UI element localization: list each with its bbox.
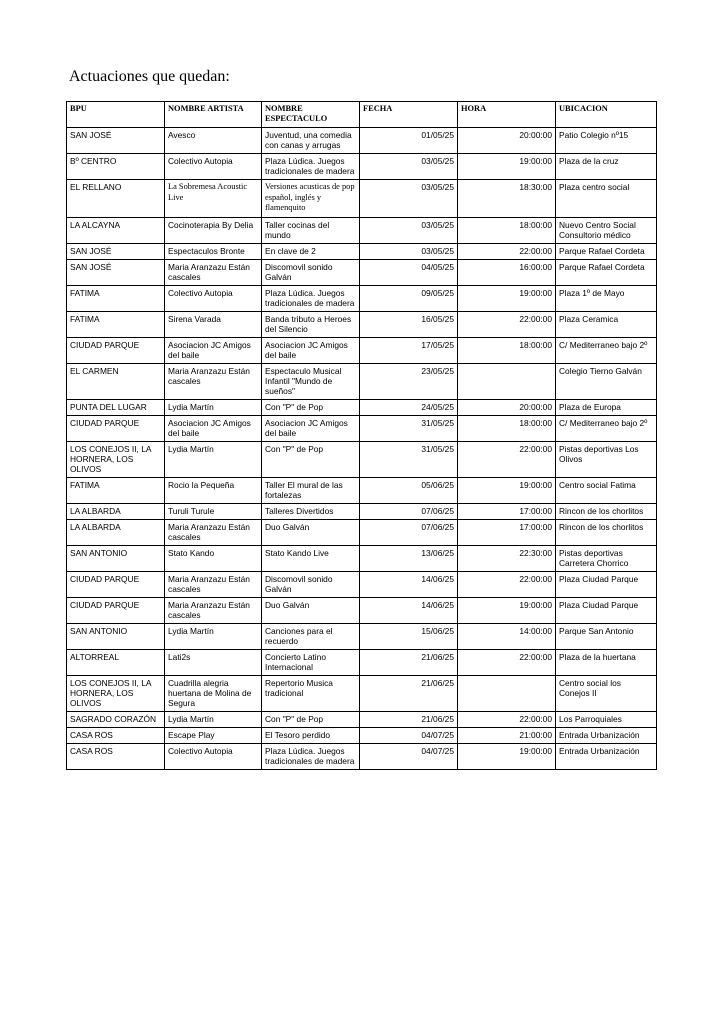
schedule-table [66,101,657,770]
cell-date: 04/07/25 [360,727,458,743]
cell-time: 22:30:00 [458,545,556,571]
cell-location: Parque San Antonio [556,623,657,649]
cell-location: Plaza Ciudad Parque [556,597,657,623]
cell-show: Con "P" de Pop [262,711,360,727]
cell-date: 03/05/25 [360,180,458,218]
cell-show: Versiones acusticas de pop español, inglés y flamenquito [262,180,360,218]
cell-show: Discomovil sonido Galván [262,571,360,597]
cell-location: Entrada Urbanización [556,743,657,769]
table-row [67,623,657,649]
cell-artist: Colectivo Autopia [165,743,262,769]
cell-time: 19:00:00 [458,743,556,769]
cell-location: Nuevo Centro Social Consultorio médico [556,217,657,243]
cell-location: Colegio Tierno Galván [556,363,657,399]
cell-artist: Asociacion JC Amigos del baile [165,337,262,363]
cell-location: Rincon de los chorlitos [556,519,657,545]
page-title: Actuaciones que quedan: [69,68,230,85]
cell-show: Con "P" de Pop [262,441,360,477]
cell-date: 21/06/25 [360,711,458,727]
cell-artist: Cuadrilla alegria huertana de Molina de Segura [165,675,262,711]
cell-date: 01/05/25 [360,128,458,154]
cell-show: Duo Galván [262,597,360,623]
cell-show: El Tesoro perdido [262,727,360,743]
cell-date: 09/05/25 [360,285,458,311]
cell-bpu: CIUDAD PARQUE [67,597,165,623]
cell-time: 19:00:00 [458,477,556,503]
cell-bpu: ALTORREAL [67,649,165,675]
cell-location: Centro social Fatima [556,477,657,503]
cell-show: Espectaculo Musical Infantil "Mundo de sueños" [262,363,360,399]
cell-time: 17:00:00 [458,519,556,545]
table-row [67,727,657,743]
cell-time: 22:00:00 [458,649,556,675]
cell-bpu: SAN JOSÉ [67,259,165,285]
table-row [67,363,657,399]
cell-time: 17:00:00 [458,503,556,519]
cell-date: 21/06/25 [360,649,458,675]
cell-date: 16/05/25 [360,311,458,337]
header-row [67,102,657,128]
cell-show: Stato Kando Live [262,545,360,571]
cell-bpu: FATIMA [67,477,165,503]
cell-bpu: PUNTA DEL LUGAR [67,399,165,415]
cell-bpu: FATIMA [67,285,165,311]
cell-location: Plaza de la huertana [556,649,657,675]
cell-show: Asociacion JC Amigos del baile [262,415,360,441]
cell-artist: Lati2s [165,649,262,675]
table-row [67,477,657,503]
cell-show: Taller cocinas del mundo [262,217,360,243]
cell-artist: Maria Aranzazu Están cascales [165,519,262,545]
table-row [67,571,657,597]
cell-date: 23/05/25 [360,363,458,399]
cell-date: 03/05/25 [360,217,458,243]
cell-date: 14/06/25 [360,597,458,623]
cell-location: Parque Rafael Cordeta [556,259,657,285]
table-row [67,649,657,675]
cell-bpu: CASA ROS [67,727,165,743]
cell-time: 19:00:00 [458,285,556,311]
cell-bpu: CIUDAD PARQUE [67,337,165,363]
cell-time [458,363,556,399]
cell-date: 04/07/25 [360,743,458,769]
cell-location: Pistas deportivas Los Olivos [556,441,657,477]
cell-location: Pistas deportivas Carretera Chorrico [556,545,657,571]
cell-location: Plaza de Europa [556,399,657,415]
cell-bpu: EL CARMEN [67,363,165,399]
cell-show: Banda tributo a Heroes del Silencio [262,311,360,337]
table-row [67,128,657,154]
table-row [67,597,657,623]
cell-location: Los Parroquiales [556,711,657,727]
cell-location: Plaza Ciudad Parque [556,571,657,597]
cell-date: 31/05/25 [360,415,458,441]
cell-artist: Rocio la Pequeña [165,477,262,503]
header-time: HORA [458,102,556,128]
cell-location: Plaza 1º de Mayo [556,285,657,311]
table-row [67,711,657,727]
cell-artist: Escape Play [165,727,262,743]
cell-bpu: SAN ANTONIO [67,623,165,649]
cell-artist: Turuli Turule [165,503,262,519]
cell-bpu: Bº CENTRO [67,154,165,180]
cell-bpu: SAGRADO CORAZÓN [67,711,165,727]
header-show: NOMBRE ESPECTACULO [262,102,360,128]
table-row [67,285,657,311]
table-row [67,441,657,477]
cell-date: 13/06/25 [360,545,458,571]
cell-location: C/ Mediterraneo bajo 2º [556,415,657,441]
table-row [67,180,657,218]
cell-location: Patio Colegio nº15 [556,128,657,154]
header-date: FECHA [360,102,458,128]
table-row [67,503,657,519]
cell-bpu: LA ALBARDA [67,503,165,519]
table-row [67,311,657,337]
cell-artist: Avesco [165,128,262,154]
cell-show: Con "P" de Pop [262,399,360,415]
cell-location: Rincon de los chorlitos [556,503,657,519]
table-row [67,519,657,545]
cell-show: Plaza Lúdica. Juegos tradicionales de madera [262,743,360,769]
cell-time: 19:00:00 [458,597,556,623]
cell-time: 18:00:00 [458,337,556,363]
header-bpu: BPU [67,102,165,128]
cell-artist: La Sobremesa Acoustic Live [165,180,262,218]
table-row [67,545,657,571]
table-row [67,337,657,363]
cell-time: 18:00:00 [458,415,556,441]
cell-show: Duo Galván [262,519,360,545]
cell-artist: Cocinoterapia By Delia [165,217,262,243]
cell-artist: Espectaculos Bronte [165,243,262,259]
cell-show: Discomovil sonido Galván [262,259,360,285]
cell-artist: Lydia Martín [165,623,262,649]
cell-bpu: LOS CONEJOS II, LA HORNERA, LOS OLIVOS [67,675,165,711]
cell-artist: Lydia Martín [165,399,262,415]
cell-artist: Maria Aranzazu Están cascales [165,597,262,623]
cell-bpu: CIUDAD PARQUE [67,415,165,441]
cell-show: Plaza Lúdica. Juegos tradicionales de madera [262,154,360,180]
cell-artist: Lydia Martín [165,711,262,727]
cell-time: 19:00:00 [458,154,556,180]
cell-bpu: CIUDAD PARQUE [67,571,165,597]
cell-time: 20:00:00 [458,128,556,154]
cell-show: Juventud, una comedia con canas y arrugas [262,128,360,154]
cell-time: 22:00:00 [458,711,556,727]
cell-date: 31/05/25 [360,441,458,477]
cell-location: Centro social los Conejos II [556,675,657,711]
cell-location: Entrada Urbanización [556,727,657,743]
cell-show: Canciones para el recuerdo [262,623,360,649]
cell-time: 18:00:00 [458,217,556,243]
cell-bpu: SAN JOSÉ [67,128,165,154]
cell-show: En clave de 2 [262,243,360,259]
cell-date: 07/06/25 [360,519,458,545]
table-row [67,743,657,769]
cell-artist: Stato Kando [165,545,262,571]
cell-time: 22:00:00 [458,571,556,597]
cell-time: 18:30:00 [458,180,556,218]
header-artist: NOMBRE ARTISTA [165,102,262,128]
cell-bpu: FATIMA [67,311,165,337]
cell-bpu: LA ALCAYNA [67,217,165,243]
cell-date: 04/05/25 [360,259,458,285]
cell-artist: Sirena Varada [165,311,262,337]
cell-artist: Asociacion JC Amigos del baile [165,415,262,441]
cell-show: Plaza Lúdica. Juegos tradicionales de madera [262,285,360,311]
cell-bpu: EL RELLANO [67,180,165,218]
cell-location: Plaza Ceramica [556,311,657,337]
cell-bpu: LOS CONEJOS II, LA HORNERA, LOS OLIVOS [67,441,165,477]
cell-bpu: LA ALBARDA [67,519,165,545]
table-row [67,217,657,243]
cell-location: Parque Rafael Cordeta [556,243,657,259]
cell-show: Taller El mural de las fortalezas [262,477,360,503]
cell-time: 22:00:00 [458,311,556,337]
cell-show: Asociacion JC Amigos del baile [262,337,360,363]
cell-date: 14/06/25 [360,571,458,597]
table-row [67,259,657,285]
table-row [67,154,657,180]
cell-time: 20:00:00 [458,399,556,415]
cell-date: 03/05/25 [360,243,458,259]
cell-artist: Maria Aranzazu Están cascales [165,571,262,597]
cell-time: 16:00:00 [458,259,556,285]
cell-location: Plaza centro social [556,180,657,218]
cell-show: Repertorio Musica tradicional [262,675,360,711]
cell-bpu: SAN ANTONIO [67,545,165,571]
cell-artist: Lydia Martín [165,441,262,477]
cell-artist: Maria Aranzazu Están cascales [165,259,262,285]
cell-date: 05/06/25 [360,477,458,503]
table-row [67,415,657,441]
cell-time [458,675,556,711]
cell-date: 21/06/25 [360,675,458,711]
cell-location: Plaza de la cruz [556,154,657,180]
table-row [67,243,657,259]
table-row [67,399,657,415]
cell-time: 22:00:00 [458,243,556,259]
table-row [67,675,657,711]
cell-date: 03/05/25 [360,154,458,180]
cell-date: 07/06/25 [360,503,458,519]
cell-date: 17/05/25 [360,337,458,363]
cell-artist: Colectivo Autopia [165,285,262,311]
cell-location: C/ Mediterraneo bajo 2º [556,337,657,363]
cell-time: 21:00:00 [458,727,556,743]
cell-date: 24/05/25 [360,399,458,415]
cell-bpu: CASA ROS [67,743,165,769]
cell-time: 22:00:00 [458,441,556,477]
cell-time: 14:00:00 [458,623,556,649]
cell-show: Concierto Latino Internacional [262,649,360,675]
cell-bpu: SAN JOSÉ [67,243,165,259]
cell-artist: Maria Aranzazu Están cascales [165,363,262,399]
cell-date: 15/06/25 [360,623,458,649]
cell-show: Talleres Divertidos [262,503,360,519]
cell-artist: Colectivo Autopia [165,154,262,180]
header-location: UBICACION [556,102,657,128]
